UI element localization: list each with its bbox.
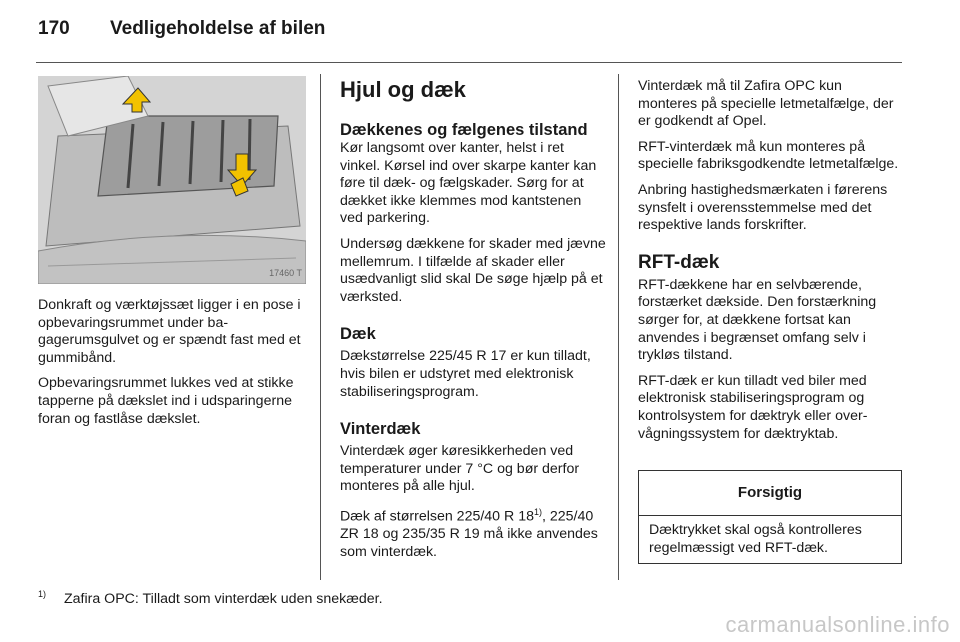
column-divider (320, 74, 321, 580)
paragraph: RFT-dækkene har en selvbærende, forstærket dækside. Den forstærkning sørger for, at dækkene fortsat kan anvendes i begrænset omfang selv i trykløs tilstand. (638, 276, 877, 364)
subheading: RFT-dæk (638, 251, 720, 273)
subheading: Vinterdæk (340, 420, 421, 439)
column-1 (38, 297, 308, 436)
paragraph: Donkraft og værktøjssæt ligger i en pose i opbevaringsrummet under bagagerumsgulvet og er spændt fast med et gummibånd. (38, 297, 301, 366)
header-rule (36, 62, 902, 63)
paragraph (340, 504, 606, 562)
subheading: Dækkenes og fælgenes tilstand (340, 121, 588, 139)
paragraph-text: , 225/40 ZR 18 og 235/35 R 19 må ikke anvendes som vinterdæk. (340, 508, 598, 560)
caution-box (638, 470, 902, 564)
footnote-mark: 1) (38, 589, 47, 599)
paragraph-text: Dæk af størrelsen 225/40 R 18 (340, 508, 534, 525)
paragraph: Anbring hastighedsmærkaten i førerens synsfelt i overensstemmelse med det respektive lands forskrifter. (638, 181, 888, 234)
section-heading: Hjul og dæk (340, 77, 466, 102)
watermark: carmanualsonline.info (725, 612, 950, 637)
paragraph: RFT-vinterdæk må kun monteres på specielle fabriksgodkendte letmetalfælge. (638, 138, 899, 173)
paragraph: Opbevaringsrummet lukkes ved at stikke tapperne på dækslet ind i udsparingerne foran og fastlåse dækslet. (38, 375, 294, 427)
column-3 (638, 78, 902, 451)
subheading: Dæk (340, 325, 376, 344)
page-number: 170 (38, 18, 70, 39)
caution-text: Dæktrykket skal også kontrolleres regelmæssigt ved RFT-dæk. (649, 522, 862, 556)
column-2 (340, 76, 606, 569)
car-trunk-floor-illustration-icon (38, 76, 306, 284)
paragraph: Undersøg dækkene for skader med jævne mellemrum. I tilfælde af skader eller usædvanligt slid skal De søge hjælp på et værksted. (340, 235, 606, 305)
figure-code: 17460 T (269, 268, 302, 278)
footnote-text: Zafira OPC: Tilladt som vinterdæk uden snekæder. (63, 590, 383, 607)
trunk-illustration (38, 76, 306, 284)
paragraph: Dækstørrelse 225/45 R 17 er kun tilladt, hvis bilen er udstyret med elektronisk stabiliseringsprogram. (340, 348, 591, 400)
paragraph: Vinterdæk øger køresikkerheden ved temperaturer under 7 °C og bør derfor monteres på alle hjul. (340, 443, 580, 495)
paragraph: Vinterdæk må til Zafira OPC kun monteres på specielle letmetalfælge, der er godkendt af Opel. (638, 78, 894, 130)
page-title: Vedligeholdelse af bilen (110, 18, 326, 39)
footnote (38, 589, 383, 607)
paragraph: RFT-dæk er kun tilladt ved biler med elektronisk stabiliseringsprogram og kontrolsystem for dæktryk eller overvågningssystem for dæktryktab. (638, 372, 868, 442)
paragraph: Kør langsomt over kanter, helst i ret vinkel. Kørsel ind over skarpe kanter kan føre til dæk- og fælgskader. Sørg for at dækket ikke klemmes mod kantstenen ved parkering. (340, 140, 597, 227)
caution-title: Forsigtig (639, 471, 901, 516)
footnote-ref: 1) (533, 506, 542, 517)
column-divider (618, 74, 619, 580)
